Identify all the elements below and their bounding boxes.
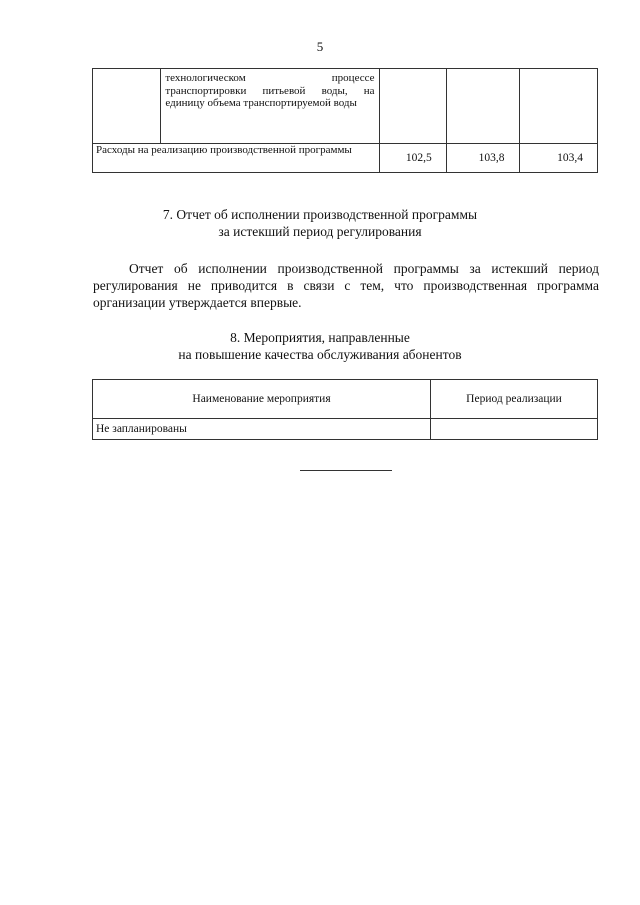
table-row [93, 419, 598, 440]
section-7-title-line2: за истекший период регулирования [218, 224, 422, 239]
section-7-paragraph: Отчет об исполнении производственной программы за истекший период регулирования не приводится в связи с тем, что производственная программа организации утверждается впервые. [93, 261, 599, 310]
expenses-label: Расходы на реализацию производственной программы [93, 144, 380, 173]
period-cell [431, 419, 598, 440]
measures-table [92, 379, 598, 440]
table-cell-empty [379, 69, 446, 144]
expenses-value-3: 103,4 [519, 144, 597, 173]
section-7-heading [0, 206, 640, 240]
measure-name-cell: Не запланированы [93, 419, 431, 440]
end-divider [300, 470, 392, 471]
table-cell-empty [519, 69, 597, 144]
indicators-table [92, 68, 598, 173]
page-number: 5 [316, 39, 324, 54]
section-8-heading [0, 329, 640, 363]
table-cell-empty [93, 69, 161, 144]
table-row [93, 69, 598, 144]
section-8-title-line2: на повышение качества обслуживания абонентов [178, 347, 462, 362]
column-header-measure-name: Наименование мероприятия [93, 380, 431, 419]
column-header-period: Период реализации [431, 380, 598, 419]
table-header-row [93, 380, 598, 419]
expenses-value-2: 103,8 [446, 144, 519, 173]
section-8-title-line1: 8. Мероприятия, направленные [230, 330, 410, 345]
indicator-description: технологическом процессе транспортировки питьевой воды, на единицу объема транспортируемой воды [161, 69, 379, 144]
table-row [93, 144, 598, 173]
section-7-title-line1: 7. Отчет об исполнении производственной программы [162, 207, 478, 222]
table-cell-empty [446, 69, 519, 144]
expenses-value-1: 102,5 [379, 144, 446, 173]
